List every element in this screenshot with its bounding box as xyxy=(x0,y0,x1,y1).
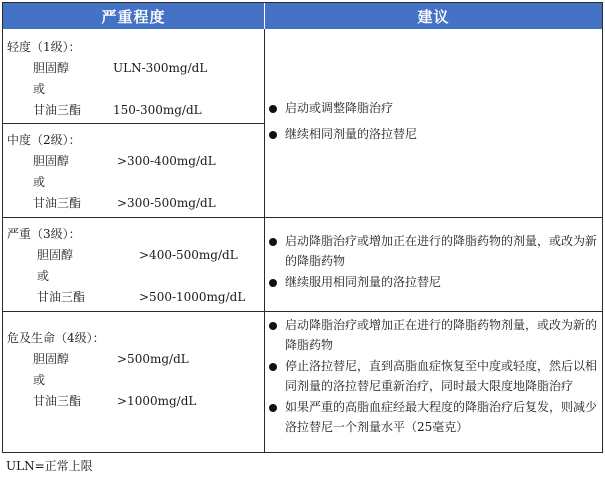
grade-2-triglycerides-value: >300-500mg/dL xyxy=(117,196,216,210)
bullet-icon xyxy=(269,105,277,113)
grade-1-cholesterol-value: ULN-300mg/dL xyxy=(113,61,208,75)
grade-3-cholesterol-value: >400-500mg/dL xyxy=(139,248,238,262)
triglycerides-label: 甘油三酯 xyxy=(37,290,86,304)
column-divider xyxy=(264,29,265,452)
bullet-icon xyxy=(269,322,277,330)
grade-2-cholesterol-row xyxy=(7,151,262,172)
grade-1-cholesterol-row xyxy=(7,58,262,79)
grade-3-title: 严重（3级）： xyxy=(7,227,81,241)
bullet-icon xyxy=(269,404,277,412)
cholesterol-label: 胆固醇 xyxy=(33,352,70,366)
advice-group-2 xyxy=(269,232,599,293)
advice-item: 停止洛拉替尼，直到高脂血症恢复至中度或轻度，然后以相同剂量的洛拉替尼重新治疗，同时最大限度地降脂治疗 xyxy=(269,357,599,396)
grade-3-triglycerides-value: >500-1000mg/dL xyxy=(139,290,246,304)
row-divider-1 xyxy=(3,123,264,124)
header-advice: 建议 xyxy=(265,3,602,29)
header-severity: 严重程度 xyxy=(3,3,265,29)
or-label: 或 xyxy=(37,269,50,283)
grade-2-triglycerides-row xyxy=(7,193,262,214)
grade-1-triglycerides-value: 150-300mg/dL xyxy=(113,103,202,117)
or-label: 或 xyxy=(33,175,46,189)
footnote: ULN=正常上限 xyxy=(6,459,93,473)
advice-group-1 xyxy=(269,99,599,144)
grade-3-cell xyxy=(7,224,262,308)
advice-group-3 xyxy=(269,316,599,437)
advice-item: 继续相同剂量的洛拉替尼 xyxy=(269,125,599,145)
advice-item: 继续服用相同剂量的洛拉替尼 xyxy=(269,273,599,293)
triglycerides-label: 甘油三酯 xyxy=(33,103,82,117)
triglycerides-label: 甘油三酯 xyxy=(33,196,82,210)
grade-2-cell xyxy=(7,130,262,214)
grade-4-cell xyxy=(7,328,262,412)
grade-2-cholesterol-value: >300-400mg/dL xyxy=(117,154,216,168)
or-label: 或 xyxy=(33,82,46,96)
bullet-icon xyxy=(269,238,277,246)
cholesterol-label: 胆固醇 xyxy=(33,61,70,75)
grade-2-title: 中度（2级）： xyxy=(7,133,81,147)
bullet-icon xyxy=(269,279,277,287)
row-divider-3 xyxy=(3,311,602,312)
advice-item: 启动或调整降脂治疗 xyxy=(269,99,599,119)
triglycerides-label: 甘油三酯 xyxy=(33,394,82,408)
lipid-management-table xyxy=(2,2,603,453)
grade-4-cholesterol-row xyxy=(7,349,262,370)
grade-3-triglycerides-row xyxy=(7,287,262,308)
cholesterol-label: 胆固醇 xyxy=(33,154,70,168)
advice-item: 启动降脂治疗或增加正在进行的降脂药物的剂量，或改为新的降脂药物 xyxy=(269,232,599,271)
grade-1-title: 轻度（1级）： xyxy=(7,40,81,54)
grade-4-triglycerides-value: >1000mg/dL xyxy=(117,394,197,408)
bullet-icon xyxy=(269,131,277,139)
grade-4-cholesterol-value: >500mg/dL xyxy=(117,352,189,366)
advice-item: 如果严重的高脂血症经最大程度的降脂治疗后复发，则减少洛拉替尼一个剂量水平（25毫克） xyxy=(269,398,599,437)
grade-1-triglycerides-row xyxy=(7,100,262,121)
grade-4-triglycerides-row xyxy=(7,391,262,412)
advice-item: 启动降脂治疗或增加正在进行的降脂药物剂量，或改为新的降脂药物 xyxy=(269,316,599,355)
grade-1-cell xyxy=(7,37,262,121)
cholesterol-label: 胆固醇 xyxy=(37,248,74,262)
bullet-icon xyxy=(269,363,277,371)
grade-4-title: 危及生命（4级）： xyxy=(7,331,105,345)
or-label: 或 xyxy=(33,373,46,387)
row-divider-2 xyxy=(3,217,602,218)
grade-3-cholesterol-row xyxy=(7,245,262,266)
